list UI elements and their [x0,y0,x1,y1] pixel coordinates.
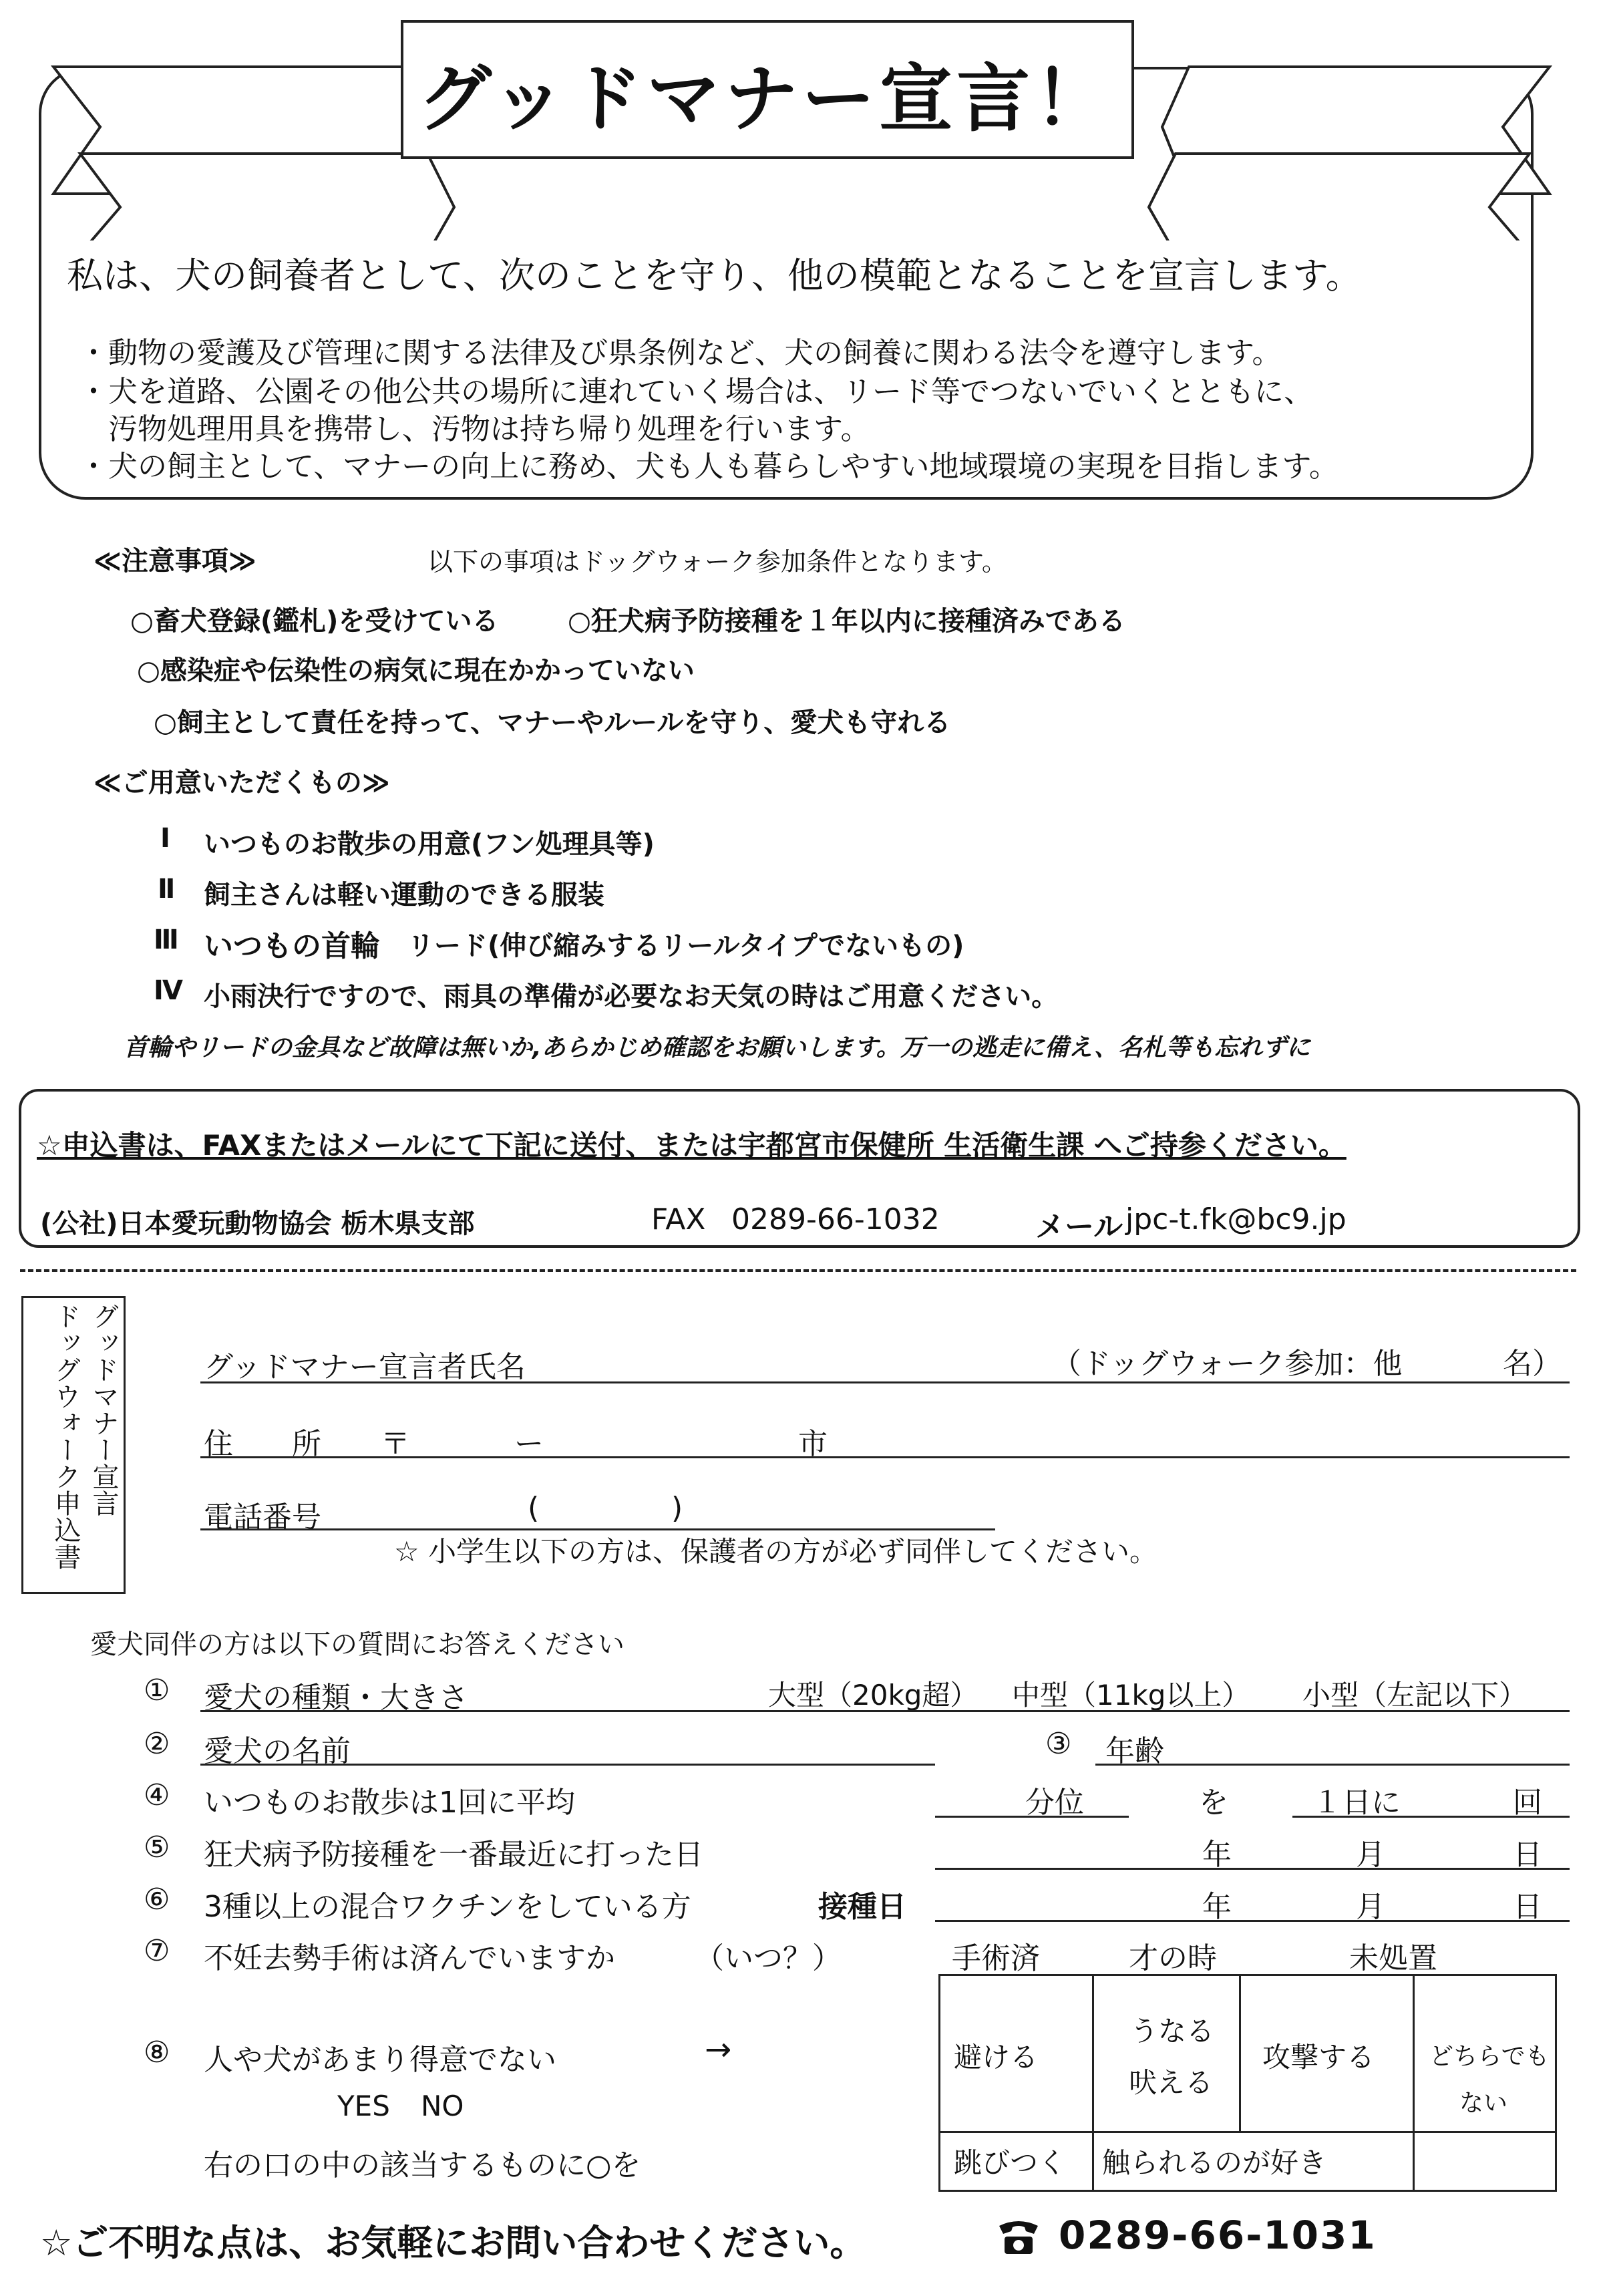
dog-intro: 愛犬同伴の方は以下の質問にお答えください [90,1629,624,1660]
grid-attack[interactable]: 攻撃する [1262,2041,1375,2074]
grid-either2[interactable]: ない [1459,2090,1508,2117]
phone-label: 電話番号 [204,1500,321,1534]
q5-day: 日 [1513,1838,1542,1872]
prepare-heading: ≪ご用意いただくもの≫ [94,768,390,798]
prepare-bold: いつもの首輪 [204,929,380,963]
phone-paren-close: ) [671,1491,683,1525]
q6-day: 日 [1513,1890,1542,1924]
grid-likes-touch[interactable]: 触られるのが好き [1102,2146,1327,2179]
prepare-num: Ⅱ [158,874,176,905]
notes-heading: ≪注意事項≫ [94,546,256,577]
q7-label: 不妊去勢手術は済んでいますか [204,1941,615,1975]
fax-label: FAX [651,1202,706,1237]
prepare-text: いつものお散歩の用意(フン処理具等) [204,829,655,860]
grid-growl[interactable]: うなる [1130,2015,1215,2047]
grid-bark[interactable]: 吠える [1129,2066,1214,2099]
page-title: グッドマナー宣言！ [417,56,1112,142]
city-label: 市 [798,1427,828,1461]
q4-minutes-input[interactable] [935,1816,1129,1818]
phone-icon [995,2217,1042,2257]
declaration-item: ・動物の愛護及び管理に関する法律及び県条例など、犬の飼養に関わる法令を遵守します。 [79,336,1282,370]
phone-paren-open: ( [528,1491,540,1525]
q6-label: 3種以上の混合ワクチンをしている方 [204,1890,691,1924]
q4-day: １日に [1312,1786,1401,1820]
q7-age: 才の時 [1129,1941,1217,1975]
no-option[interactable]: NO [421,2090,464,2122]
q5-month: 月 [1356,1838,1385,1872]
q4-times: 回 [1513,1786,1542,1820]
q8-label: 人や犬があまり得意でない [204,2043,556,2077]
q4-wo: を [1199,1786,1228,1820]
name-label: グッドマナー宣言者氏名 [204,1350,526,1384]
q8-arrow: → [705,2031,732,2068]
grid-either[interactable]: どちらでも [1429,2043,1550,2070]
q1-num: ① [144,1673,170,1707]
q7-num: ⑦ [144,1934,170,1968]
prepare-note: 首輪やリードの金具など故障は無いか,あらかじめ確認をお願いします。万一の逃走に備え、名札等も忘れずに [124,1034,1310,1061]
notes-subheading: 以下の事項はドッグウォーク参加条件となります。 [427,547,1007,577]
prepare-text: 飼主さんは軽い運動のできる服装 [204,880,604,911]
q8-instruction: 右の口の中の該当するものに○を [204,2148,641,2182]
q8-num: ⑧ [144,2035,170,2070]
q2-label: 愛犬の名前 [204,1734,351,1768]
dog-name-input[interactable] [200,1764,935,1766]
q6-month: 月 [1356,1890,1385,1924]
q1-line [200,1710,1570,1712]
address-label: 住 所 [204,1427,321,1461]
q6-date-label: 接種日 [818,1890,906,1924]
q5-year: 年 [1202,1838,1232,1872]
q6-num: ⑥ [144,1882,170,1917]
submit-notice: ☆申込書は、FAXまたはメールにて下記に送付、または宇都宮市保健所 生活衛生課 へご持参ください。 [37,1129,1347,1162]
condition-item: ○狂犬病予防接種を１年以内に接種済みである [568,606,1125,637]
prepare-num: Ⅲ [154,925,179,955]
yes-option[interactable]: YES [337,2090,390,2122]
mail-address: jpc-t.fk@bc9.jp [1125,1202,1347,1237]
grid-divider [1413,1974,1415,2133]
q1-label: 愛犬の種類・大きさ [204,1681,468,1715]
submit-org: (公社)日本愛玩動物協会 栃木県支部 [40,1208,475,1239]
dogwalk-unit: 名） [1503,1347,1562,1381]
footer-phone: 0289-66-1031 [1059,2212,1377,2258]
q4-num: ④ [144,1778,170,1812]
q7-done[interactable]: 手術済 [952,1941,1040,1975]
size-medium[interactable]: 中型（11kg以上） [1012,1679,1250,1711]
q2-num: ② [144,1727,170,1761]
fax-number: 0289-66-1032 [731,1202,940,1237]
address-input[interactable] [200,1456,1570,1458]
size-large[interactable]: 大型（20kg超） [768,1679,978,1711]
dogwalk-label: （ドッグウォーク参加：他 [1052,1347,1403,1381]
q5-label: 狂犬病予防接種を一番最近に打った日 [204,1838,703,1872]
grid-divider [1239,1974,1241,2133]
postal-mark: 〒 [381,1427,410,1461]
q4-unit-min: 分位 [1025,1786,1084,1820]
q4-label: いつものお散歩は1回に平均 [204,1786,575,1820]
q6-date-input[interactable] [935,1920,1570,1922]
size-small[interactable]: 小型（左記以下） [1302,1679,1528,1711]
name-input[interactable] [200,1381,1570,1383]
mail-label: メール [1035,1210,1123,1244]
footer-text: ☆ご不明な点は、お気軽にお問い合わせください。 [40,2222,866,2264]
declaration-lead: 私は、犬の飼養者として、次のことを守り、他の模範となることを宣言します。 [67,255,1362,297]
side-label-text: ドッグウォーク申込書 [50,1303,81,1570]
prepare-text: 小雨決行ですので、雨具の準備が必要なお天気の時はご用意ください。 [204,981,1059,1012]
declaration-item: 汚物処理用具を携帯し、汚物は持ち帰り処理を行います。 [79,412,870,446]
declaration-item: ・犬の飼主として、マナーの向上に務め、犬も人も暮らしやすい地域環境の実現を目指します。 [79,450,1338,484]
condition-item: ○畜犬登録(鑑札)を受けている [130,606,499,637]
grid-avoid[interactable]: 避ける [954,2041,1039,2074]
prepare-num: Ⅳ [154,975,183,1006]
prepare-text: リード(伸び縮みするリールタイプでないもの) [407,931,964,961]
q5-num: ⑤ [144,1830,170,1864]
postal-dash: ー [514,1427,544,1461]
q4-times-input[interactable] [1292,1816,1570,1818]
grid-divider [1413,2131,1415,2190]
grid-divider [938,2131,1556,2133]
cut-line [20,1269,1576,1272]
q6-year: 年 [1202,1890,1232,1924]
q5-date-input[interactable] [935,1868,1570,1870]
guardian-note: ☆ 小学生以下の方は、保護者の方が必ず同伴してください。 [394,1535,1158,1568]
q7-when: （いつ？） [695,1941,842,1975]
dog-age-input[interactable] [1095,1764,1570,1766]
declaration-item: ・犬を道路、公園その他公共の場所に連れていく場合は、リード等でつないでいくとともに、 [79,375,1313,409]
grid-divider [1092,1974,1094,2190]
q7-not[interactable]: 未処置 [1349,1941,1437,1975]
side-label-text: グッドマナー宣言 [88,1303,119,1516]
q3-num: ③ [1045,1727,1072,1761]
grid-jump[interactable]: 跳びつく [954,2146,1067,2179]
prepare-num: Ⅰ [160,823,170,854]
condition-item: ○飼主として責任を持って、マナーやルールを守り、愛犬も守れる [154,707,951,738]
q3-label: 年齢 [1105,1734,1164,1768]
condition-item: ○感染症や伝染性の病気に現在かかっていない [137,655,695,686]
